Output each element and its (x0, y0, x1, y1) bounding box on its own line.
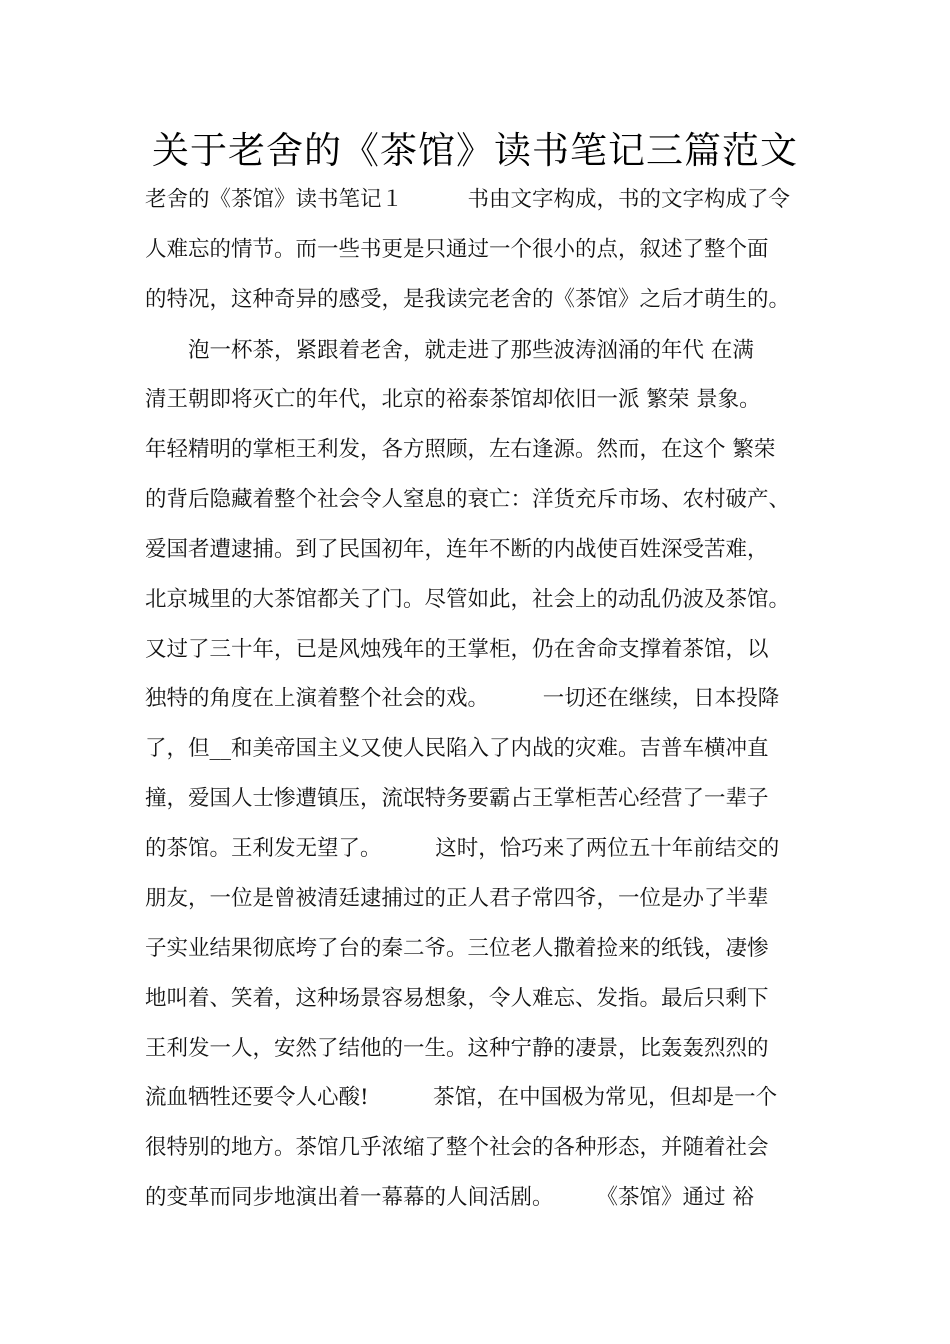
body-line: 子实业结果彻底垮了台的秦二爷。三位老人撒着捡来的纸钱，凄惨 (145, 936, 769, 961)
document-title: 关于老舍的《茶馆》读书笔记三篇范文 (152, 129, 798, 172)
body-line: 泡一杯茶，紧跟着老舍，就走进了那些波涛汹涌的年代 在满 (145, 338, 754, 363)
body-line: 了，但__和美帝国主义又使人民陷入了内战的灾难。吉普车横冲直 (145, 736, 769, 761)
body-line: 清王朝即将灭亡的年代，北京的裕泰茶馆却依旧一派 繁荣 景象。 (145, 387, 761, 412)
body-line: 的特况，这种奇异的感受，是我读完老舍的《茶馆》之后才萌生的。 (145, 287, 791, 312)
body-line: 的背后隐藏着整个社会令人窒息的衰亡：洋货充斥市场、农村破产、 (145, 487, 791, 512)
body-line: 流血牺牲还要令人心酸! 茶馆，在中国极为常见，但却是一个 (145, 1085, 778, 1110)
body-line: 撞，爱国人士惨遭镇压，流氓特务要霸占王掌柜苦心经营了一辈子 (145, 786, 769, 811)
body-line: 北京城里的大茶馆都关了门。尽管如此，社会上的动乱仍波及茶馆。 (145, 587, 791, 612)
body-line: 年轻精明的掌柜王利发，各方照顾，左右逢源。然而，在这个 繁荣 (145, 437, 776, 462)
body-line: 爱国者遭逮捕。到了民国初年，连年不断的内战使百姓深受苦难， (145, 537, 769, 562)
body-line: 王利发一人，安然了结他的一生。这种宁静的凄景，比轰轰烈烈的 (145, 1036, 769, 1061)
body-line: 的茶馆。王利发无望了。 这时，恰巧来了两位五十年前结交的 (145, 836, 780, 861)
body-line: 老舍的《茶馆》读书笔记１ 书由文字构成，书的文字构成了令 (145, 187, 791, 212)
body-line: 人难忘的情节。而一些书更是只通过一个很小的点，叙述了整个面 (145, 237, 769, 262)
body-line: 朋友，一位是曾被清廷逮捕过的正人君子常四爷，一位是办了半辈 (145, 886, 769, 911)
body-line: 的变革而同步地演出着一幕幕的人间活剧。 《茶馆》通过 裕 (145, 1185, 754, 1210)
body-line: 又过了三十年，已是风烛残年的王掌柜，仍在舍命支撑着茶馆，以 (145, 637, 769, 662)
body-line: 很特别的地方。茶馆几乎浓缩了整个社会的各种形态，并随着社会 (145, 1135, 769, 1160)
body-line: 地叫着、笑着，这种场景容易想象，令人难忘、发指。最后只剩下 (145, 986, 769, 1011)
body-line: 独特的角度在上演着整个社会的戏。 一切还在继续，日本投降 (145, 686, 780, 711)
